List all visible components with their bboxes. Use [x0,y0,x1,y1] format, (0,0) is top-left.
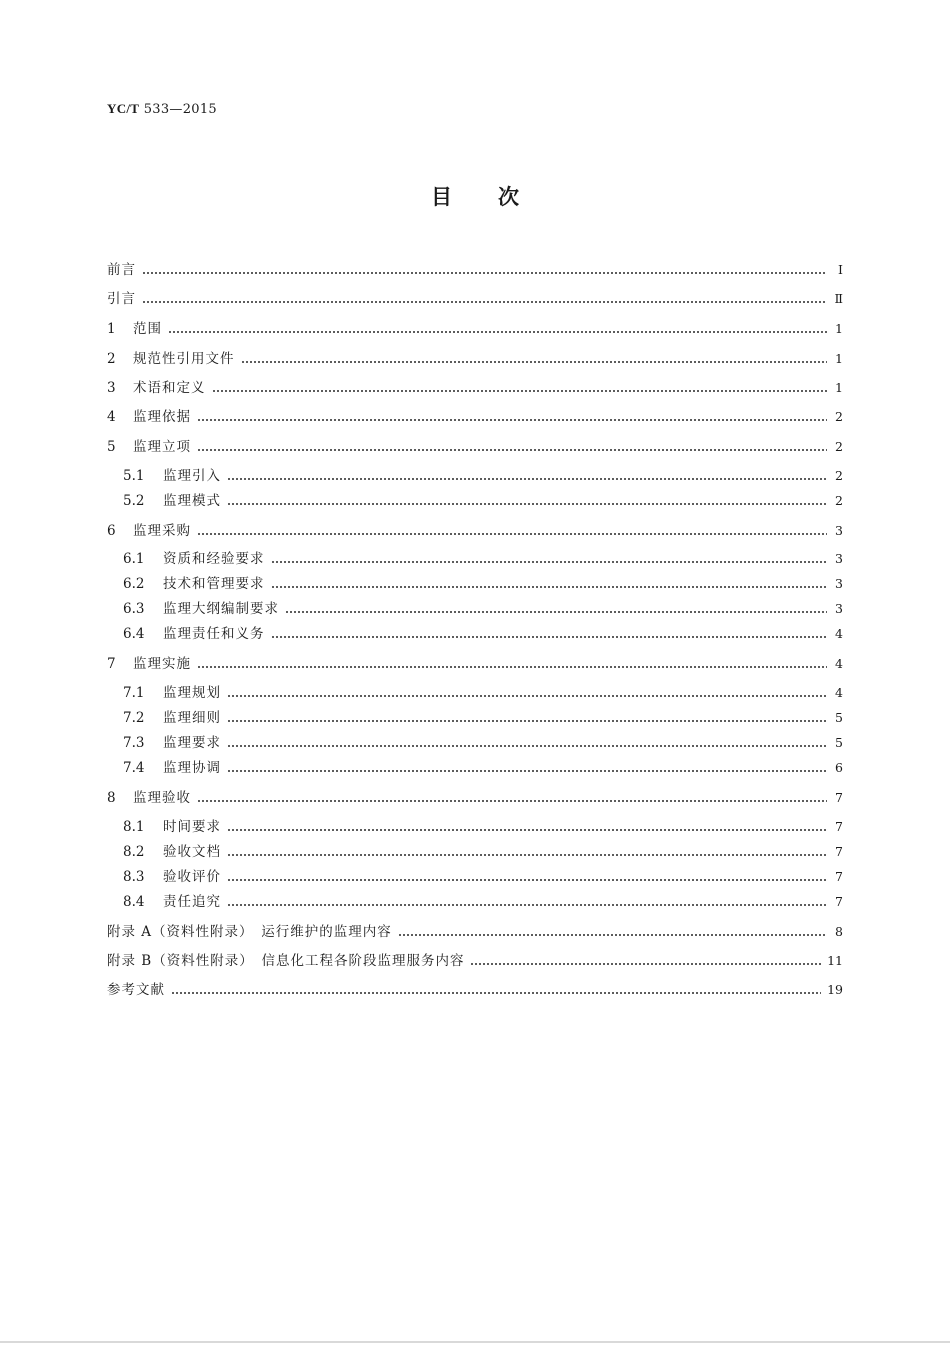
toc-entry-page: 3 [835,576,843,591]
toc-entry-label: 监理要求 [163,735,221,751]
toc-entry-label: 责任追究 [163,894,221,910]
toc-entry-label: 监理引入 [163,468,221,484]
dot-leader [271,561,828,563]
toc-entry-label: 附录 B（资料性附录） 信息化工程各阶段监理服务内容 [107,953,465,969]
dot-leader [197,449,827,451]
toc-entry-label: 监理责任和义务 [163,626,265,642]
dot-leader [285,611,827,613]
toc-entry-number: 8.3 [123,869,145,885]
dot-leader [470,963,821,965]
toc-entry[interactable] [123,757,843,779]
toc-entry-number: 7 [107,656,116,672]
toc-entry[interactable] [107,436,843,458]
toc-entry[interactable] [107,259,843,281]
toc-entry-number: 4 [107,409,116,425]
toc-entry-label: 术语和定义 [133,380,206,396]
dot-leader [398,934,827,936]
toc-entry-label: 监理依据 [133,409,191,425]
toc-entry-page: 2 [835,409,843,424]
toc-entry-number: 7.3 [123,735,145,751]
toc-entry[interactable] [123,465,843,487]
toc-entry-label: 监理立项 [133,439,191,455]
toc-entry-page: 6 [835,760,843,775]
toc-entry-page: 5 [835,710,843,725]
toc-entry-number: 8.4 [123,894,145,910]
toc-entry[interactable] [107,950,843,972]
toc-entry-page: Ⅱ [834,291,843,306]
toc-entry-page: 3 [835,523,843,538]
toc-entry-page: 4 [835,656,843,671]
toc-entry-label: 监理协调 [163,760,221,776]
dot-leader [227,503,827,505]
toc-entry-page: 4 [835,626,843,641]
toc-entry-page: 4 [835,685,843,700]
toc-entry[interactable] [123,891,843,913]
toc-entry-page: 2 [835,439,843,454]
toc-entry-label: 监理实施 [133,656,191,672]
dot-leader [227,745,827,747]
toc-entry-page: 7 [835,869,843,884]
dot-leader [227,854,827,856]
toc-entry-number: 8.2 [123,844,145,860]
dot-leader [197,666,827,668]
toc-entry-label: 技术和管理要求 [163,576,265,592]
toc-entry-label: 验收评价 [163,869,221,885]
toc-entry-number: 1 [107,321,116,337]
toc-entry-label: 时间要求 [163,819,221,835]
dot-leader [227,695,827,697]
toc-entry[interactable] [107,979,843,1001]
toc-entry-page: 3 [835,601,843,616]
dot-leader [271,636,828,638]
toc-entry[interactable] [107,348,843,370]
toc-entry[interactable] [107,653,843,675]
toc-entry[interactable] [123,490,843,512]
toc-entry[interactable] [107,406,843,428]
toc-entry-label: 监理模式 [163,493,221,509]
toc-entry-page: 7 [835,790,843,805]
dot-leader [171,992,821,994]
toc-entry-page: Ⅰ [838,262,843,277]
toc-entry[interactable] [123,816,843,838]
toc-entry-label: 规范性引用文件 [133,351,235,367]
toc-entry-number: 7.1 [123,685,145,701]
toc-entry-page: 1 [835,380,843,395]
toc-entry-number: 7.2 [123,710,145,726]
toc-entry[interactable] [123,598,843,620]
toc-entry-page: 3 [835,551,843,566]
dot-leader [241,361,828,363]
toc-entry[interactable] [123,707,843,729]
toc-entry[interactable] [107,288,843,310]
dot-leader [227,770,827,772]
dot-leader [227,720,827,722]
toc-entry-number: 6.3 [123,601,145,617]
toc-entry-page: 5 [835,735,843,750]
toc-entry[interactable] [123,548,843,570]
dot-leader [212,390,828,392]
toc-entry-number: 8.1 [123,819,145,835]
toc-entry[interactable] [123,732,843,754]
toc-entry-label: 监理大纲编制要求 [163,601,279,617]
toc-entry-number: 8 [107,790,116,806]
toc-entry-label: 附录 A（资料性附录） 运行维护的监理内容 [107,924,392,940]
dot-leader [227,904,827,906]
toc-entry-number: 6.1 [123,551,145,567]
toc-entry-number: 5.2 [123,493,145,509]
toc-entry-page: 1 [835,321,843,336]
toc-entry-number: 5.1 [123,468,145,484]
toc-entry-label: 引言 [107,291,136,307]
toc-entry[interactable] [123,682,843,704]
toc-entry-page: 7 [835,819,843,834]
toc-entry-number: 3 [107,380,116,396]
toc-entry[interactable] [123,841,843,863]
toc-entry-page: 2 [835,468,843,483]
dot-leader [197,533,827,535]
toc-entry-label: 资质和经验要求 [163,551,265,567]
toc-entry-page: 8 [835,924,843,939]
dot-leader [227,879,827,881]
toc-entry[interactable] [107,787,843,809]
toc-entry[interactable] [123,573,843,595]
toc-entry[interactable] [123,866,843,888]
toc-entry-label: 参考文献 [107,982,165,998]
toc-entry-label: 监理验收 [133,790,191,806]
document-code-number: 533—2015 [143,102,217,117]
dot-leader [142,272,827,274]
toc-entry-number: 6.4 [123,626,145,642]
toc-entry-page: 11 [827,953,843,968]
toc-entry-page: 19 [827,982,843,997]
dot-leader [142,301,827,303]
toc-entry-label: 监理规划 [163,685,221,701]
toc-entry-number: 5 [107,439,116,455]
dot-leader [197,800,827,802]
toc-entry-label: 监理采购 [133,523,191,539]
toc-entry-label: 范围 [133,321,162,337]
toc-entry[interactable] [107,520,843,542]
document-code-prefix: YC/T [107,101,140,116]
dot-leader [227,829,827,831]
document-code [107,101,217,117]
dot-leader [197,419,827,421]
toc-entry-label: 前言 [107,262,136,278]
toc-entry-number: 7.4 [123,760,145,776]
toc-entry[interactable] [123,623,843,645]
dot-leader [227,478,827,480]
dot-leader [271,586,828,588]
toc-entry-number: 2 [107,351,116,367]
toc-entry-page: 2 [835,493,843,508]
toc-entry-label: 监理细则 [163,710,221,726]
toc-entry-page: 1 [835,351,843,366]
toc-entry-number: 6 [107,523,116,539]
toc-entry-number: 6.2 [123,576,145,592]
toc-entry[interactable] [107,921,843,943]
toc-entry[interactable] [107,318,843,340]
toc-entry-label: 验收文档 [163,844,221,860]
toc-entry[interactable] [107,377,843,399]
toc-entry-page: 7 [835,894,843,909]
dot-leader [168,331,827,333]
page-title: 目次 [431,185,565,209]
toc-entry-page: 7 [835,844,843,859]
